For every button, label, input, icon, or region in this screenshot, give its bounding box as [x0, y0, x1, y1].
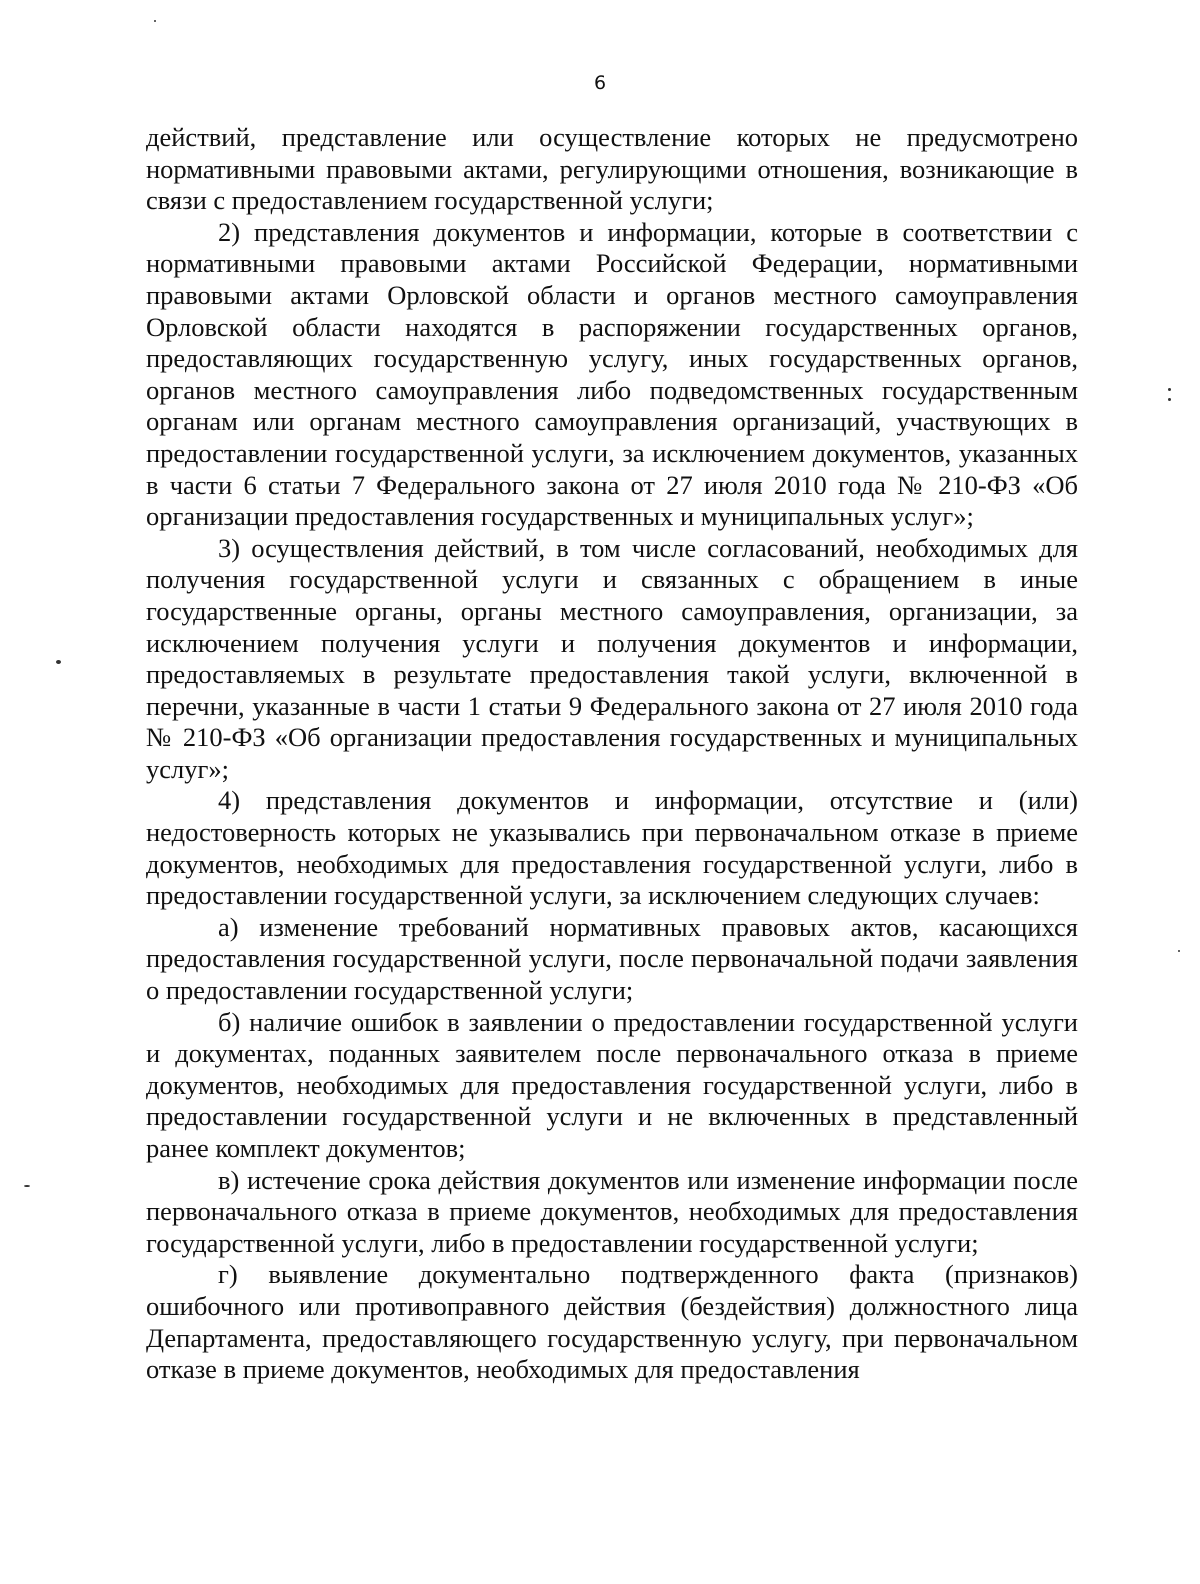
document-body [146, 122, 1078, 1386]
paragraph-item-4: 4) представления документов и информации, отсутствие и (или) недостоверность которых не указывались при первоначальном отказе в приеме документов, необходимых для предоставления государственной услуги, либо в предоставлении государственной услуги, за исключением следующих случаев: [146, 785, 1078, 911]
scan-speck [1168, 398, 1171, 401]
paragraph-item-4b: б) наличие ошибок в заявлении о предоставлении государственной услуги и документах, поданных заявителем после первоначального отказа в приеме документов, необходимых для предоставления государственной услуги, либо в предоставлении государственной услуги и не включенных в представленный ранее комплект документов; [146, 1006, 1078, 1163]
page-number: 6 [593, 72, 607, 94]
scan-speck [1168, 388, 1171, 391]
paragraph-item-4v: в) истечение срока действия документов или изменение информации после первоначального отказа в приеме документов, необходимых для предоставления государственной услуги, либо в предоставлении государственной услуги; [146, 1164, 1078, 1258]
paragraph-item-3: 3) осуществления действий, в том числе согласований, необходимых для получения государственной услуги и связанных с обращением в иные государственные органы, органы местного самоуправления, организации, за исключением получения услуги и получения документов и информации, предоставляемых в результате предоставления такой услуги, включенной в перечни, указанные в части 1 статьи 9 Федерального закона от 27 июля 2010 года № 210-ФЗ «Об организации предоставления государственных и муниципальных услуг»; [146, 532, 1078, 784]
scan-speck [154, 20, 156, 22]
paragraph-item-4a: а) изменение требований нормативных правовых актов, касающихся предоставления государственной услуги, после первоначальной подачи заявления о предоставлении государственной услуги; [146, 911, 1078, 1006]
scan-speck [24, 1185, 30, 1187]
scan-speck [1178, 950, 1180, 952]
paragraph-item-2: 2) представления документов и информации, которые в соответствии с нормативными правовыми актами Российской Федерации, нормативными правовыми актами Орловской области и органов местного самоуправления Орловской области находятся в распоряжении государственных органов, предоставляющих государственную услугу, иных государственных органов, органов местного самоуправления либо подведомственных государственным органам или органам местного самоуправления организаций, участвующих в предоставлении государственной услуги, за исключением документов, указанных в части 6 статьи 7 Федерального закона от 27 июля 2010 года № 210-ФЗ «Об организации предоставления государственных и муниципальных услуг»; [146, 216, 1078, 532]
paragraph-continuation: действий, представление или осуществление которых не предусмотрено нормативными правовыми актами, регулирующими отношения, возникающие в связи с предоставлением государственной услуги; [146, 122, 1078, 216]
paragraph-item-4g: г) выявление документально подтвержденного факта (признаков) ошибочного или противоправного действия (бездействия) должностного лица Департамента, предоставляющего государственную услугу, при первоначальном отказе в приеме документов, необходимых для предоставления [146, 1259, 1078, 1385]
scan-speck [56, 660, 61, 664]
